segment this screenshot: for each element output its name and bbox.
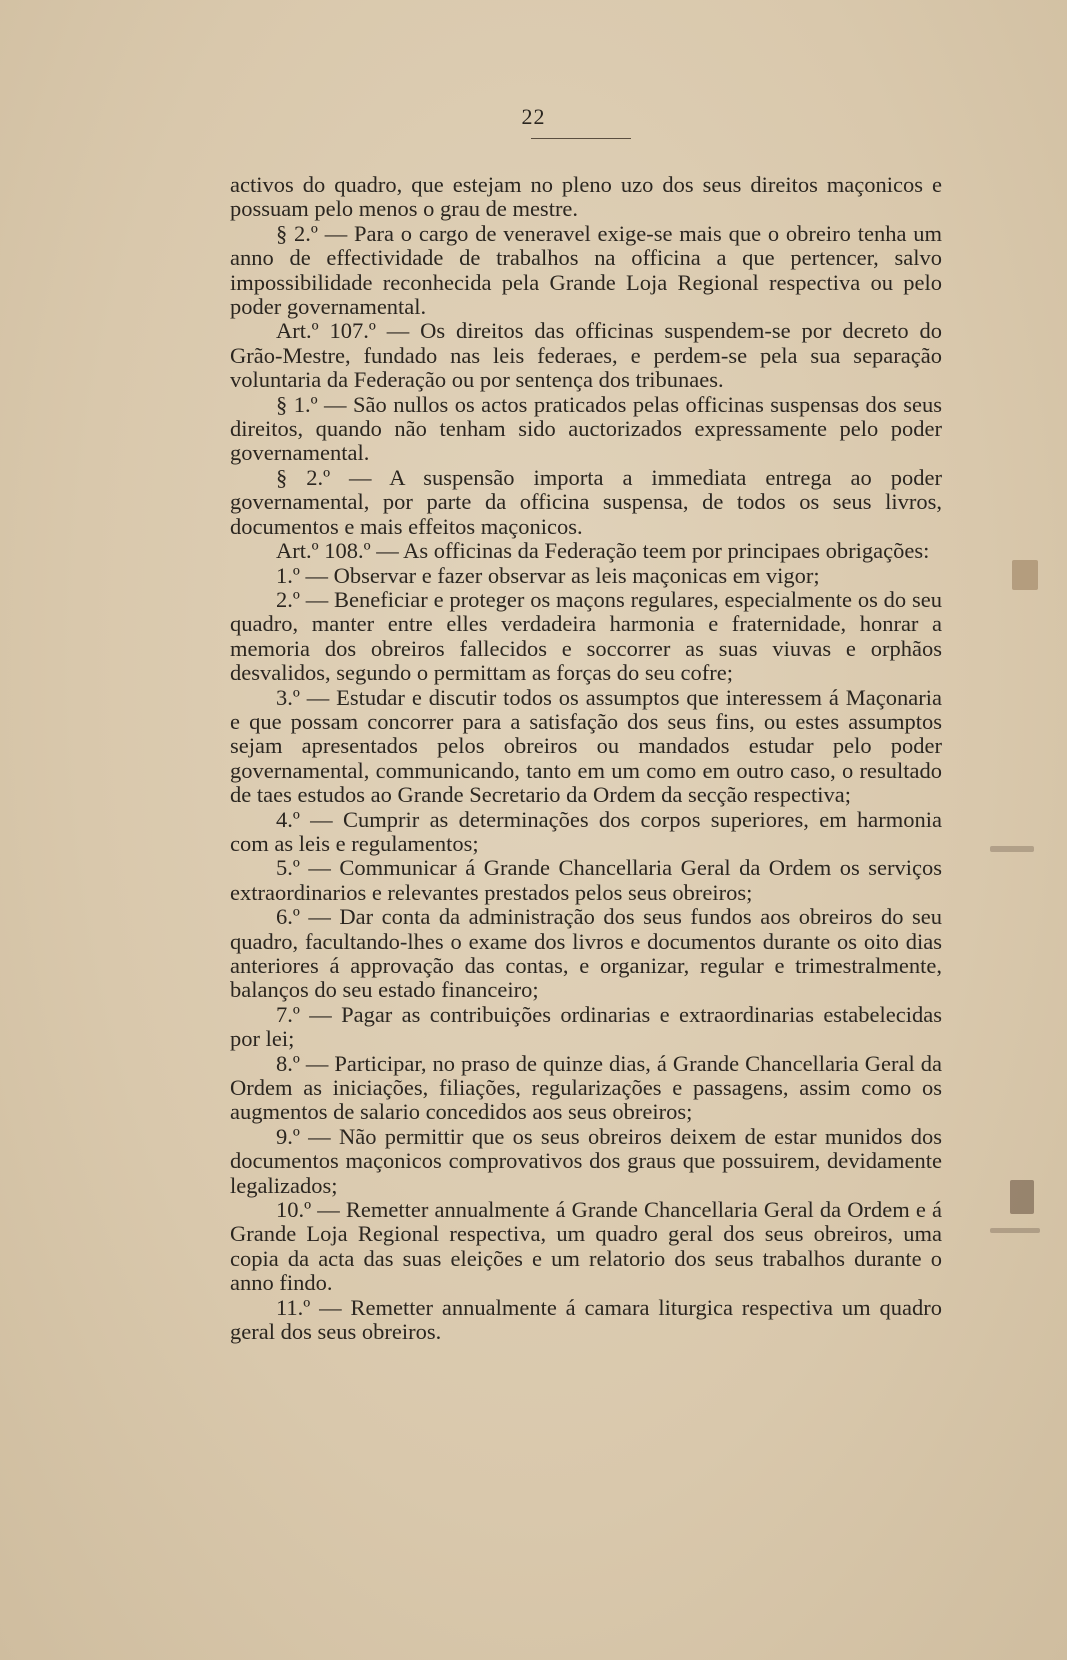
paragraph: 3.º — Estudar e discutir todos os assumptos que interessem á Maçonaria e que possam concorrer para a satisfação dos seus fins, ou estes assumptos sejam apresentados pelos obreiros ou mandados estudar pelo poder governamental, communicando, tanto em um como em outro caso, o resultado de taes estudos ao Grande Secretario da Ordem da secção respectiva;: [230, 684, 942, 808]
paper-damage-mark: [1010, 1180, 1034, 1214]
paragraph: 7.º — Pagar as contribuições ordinarias e extraordinarias estabelecidas por lei;: [230, 1001, 942, 1052]
paragraph: § 1.º — São nullos os actos praticados pelas officinas suspensas dos seus direitos, quando não tenham sido auctorizados expressamente pelo poder governamental.: [230, 391, 942, 466]
paper-damage-mark: [1012, 560, 1038, 590]
paragraph: 6.º — Dar conta da administração dos seus fundos aos obreiros do seu quadro, facultando-lhes o exame dos livros e documentos durante os oito dias anteriores á approvação das contas, e organizar, regular e trimestralmente, balanços do seu estado financeiro;: [230, 904, 942, 1003]
body-text: [230, 173, 942, 1345]
page-number: 22: [521, 104, 546, 129]
paragraph: 5.º — Communicar á Grande Chancellaria Geral da Ordem os serviços extraordinarios e relevantes prestados pelos seus obreiros;: [230, 855, 942, 905]
paragraph: § 2.º — A suspensão importa a immediata entrega ao poder governamental, por parte da officina suspensa, de todos os seus livros, documentos e mais effeitos maçonicos.: [230, 464, 942, 539]
paragraph: § 2.º — Para o cargo de veneravel exige-se mais que o obreiro tenha um anno de effectividade de trabalhos na officina a que pertencer, salvo impossibilidade reconhecida pela Grande Loja Regional respectiva ou pelo poder governamental.: [230, 220, 942, 320]
header-rule: [531, 138, 631, 139]
paragraph: 1.º — Observar e fazer observar as leis maçonicas em vigor;: [276, 562, 820, 588]
paragraph: Art.º 108.º — As officinas da Federação teem por principaes obrigações:: [276, 538, 930, 564]
paragraph: 9.º — Não permittir que os seus obreiros deixem de estar munidos dos documentos maçonicos comprovativos dos graus que possuirem, devidamente legalizados;: [230, 1123, 942, 1198]
paragraph: 11.º — Remetter annualmente á camara liturgica respectiva um quadro geral dos seus obreiros.: [230, 1294, 942, 1345]
paragraph: 10.º — Remetter annualmente á Grande Chancellaria Geral da Ordem e á Grande Loja Regional respectiva, um quadro geral dos seus obreiros, uma copia da acta das suas eleições e um relatorio dos seus trabalhos durante o anno findo.: [230, 1197, 942, 1296]
paragraph: activos do quadro, que estejam no pleno uzo dos seus direitos maçonicos e possuam pelo menos o grau de mestre.: [230, 172, 942, 222]
paragraph: Art.º 107.º — Os direitos das officinas suspendem-se por decreto do Grão-Mestre, fundado nas leis federaes, e perdem-se pela sua separação voluntaria da Federação ou por sentença dos tribunaes.: [230, 318, 942, 393]
paragraph: 2.º — Beneficiar e proteger os maçons regulares, especialmente os do seu quadro, manter entre elles verdadeira harmonia e fraternidade, honrar a memoria dos obreiros fallecidos e soccorrer as suas viuvas e orphãos desvalidos, segundo o permittam as forças do seu cofre;: [230, 586, 942, 686]
paragraph: 4.º — Cumprir as determinações dos corpos superiores, em harmonia com as leis e regulamentos;: [230, 806, 942, 856]
paragraph: 8.º — Participar, no praso de quinze dias, á Grande Chancellaria Geral da Ordem as iniciações, filiações, regularizações e passagens, assim como os augmentos de salario concedidos aos seus obreiros;: [230, 1050, 942, 1125]
paper-damage-mark: [990, 846, 1034, 852]
paper-damage-mark: [990, 1228, 1040, 1233]
